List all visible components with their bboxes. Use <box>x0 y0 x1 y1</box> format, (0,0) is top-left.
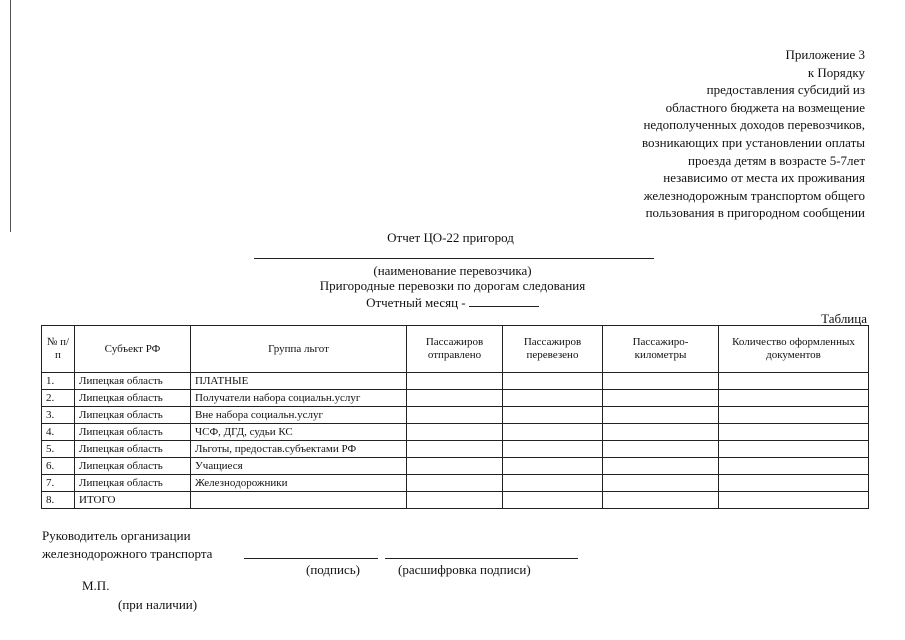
row-number: 5. <box>42 441 75 458</box>
cell-empty <box>719 441 869 458</box>
row-benefit-group: Учащиеся <box>191 458 407 475</box>
cell-empty <box>407 407 503 424</box>
row-number: 6. <box>42 458 75 475</box>
table-row <box>42 424 869 441</box>
cell-empty <box>719 475 869 492</box>
table-row <box>42 373 869 390</box>
row-number: 8. <box>42 492 75 509</box>
header-cell: Субъект РФ <box>75 326 191 373</box>
row-benefit-group: ПЛАТНЫЕ <box>191 373 407 390</box>
row-region: Липецкая область <box>75 441 191 458</box>
row-benefit-group: Железнодорожники <box>191 475 407 492</box>
header-cell: Группа льгот <box>191 326 407 373</box>
cell-empty <box>503 373 603 390</box>
header-cell: Пассажиров отправлено <box>407 326 503 373</box>
table-header-row <box>42 326 869 373</box>
cell-empty <box>503 475 603 492</box>
cell-empty <box>407 390 503 407</box>
cell-empty <box>407 458 503 475</box>
appendix-line: проезда детям в возрасте 5-7лет <box>687 152 865 168</box>
reporting-month <box>0 295 905 311</box>
cell-empty <box>603 373 719 390</box>
table-row <box>42 441 869 458</box>
cell-empty <box>407 475 503 492</box>
row-benefit-group <box>191 492 407 509</box>
signature-block <box>42 527 212 562</box>
row-number: 3. <box>42 407 75 424</box>
row-number: 7. <box>42 475 75 492</box>
row-benefit-group: ЧСФ, ДГД, судьи КС <box>191 424 407 441</box>
signature-decode-caption: (расшифровка подписи) <box>398 562 531 577</box>
stamp-note: (при наличии) <box>118 597 198 612</box>
cell-empty <box>603 458 719 475</box>
signature-title-line1: Руководитель организации <box>42 528 191 543</box>
signature-decode-blank <box>385 558 578 559</box>
signature-blank <box>244 558 378 559</box>
reporting-month-blank <box>469 295 539 307</box>
table-row <box>42 407 869 424</box>
left-margin-rule <box>10 0 11 232</box>
row-region: Липецкая область <box>75 373 191 390</box>
cell-empty <box>503 424 603 441</box>
appendix-line: областного бюджета на возмещение <box>665 99 865 115</box>
report-table <box>41 325 869 509</box>
header-cell: № п/п <box>42 326 75 373</box>
row-number: 2. <box>42 390 75 407</box>
cell-empty <box>503 458 603 475</box>
report-title: Отчет ЦО-22 пригород <box>387 230 514 245</box>
table-row <box>42 390 869 407</box>
signature-title-line2: железнодорожного транспорта <box>42 545 213 561</box>
cell-empty <box>719 492 869 509</box>
cell-empty <box>603 407 719 424</box>
appendix-line: пользования в пригородном сообщении <box>645 205 865 221</box>
cell-empty <box>407 492 503 509</box>
appendix-line: к Порядку <box>807 64 865 80</box>
cell-empty <box>719 390 869 407</box>
cell-empty <box>407 373 503 390</box>
appendix-line: недополученных доходов перевозчиков, <box>643 117 865 133</box>
appendix-line: возникающих при установлении оплаты <box>641 134 865 150</box>
appendix-line: предоставления субсидий из <box>706 82 865 98</box>
table-row <box>42 475 869 492</box>
appendix-line: Приложение 3 <box>785 47 865 62</box>
cell-empty <box>603 390 719 407</box>
row-region: Липецкая область <box>75 407 191 424</box>
cell-empty <box>719 407 869 424</box>
cell-empty <box>407 441 503 458</box>
cell-empty <box>603 441 719 458</box>
row-region: Липецкая область <box>75 390 191 407</box>
row-total-label: ИТОГО <box>75 492 191 509</box>
row-benefit-group: Льготы, предостав.субъектами РФ <box>191 441 407 458</box>
carrier-caption: (наименование перевозчика) <box>373 263 532 278</box>
row-number: 1. <box>42 373 75 390</box>
table-row <box>42 458 869 475</box>
table-row-total <box>42 492 869 509</box>
cell-empty <box>719 458 869 475</box>
cell-empty <box>603 492 719 509</box>
row-region: Липецкая область <box>75 424 191 441</box>
cell-empty <box>719 424 869 441</box>
stamp-label: М.П. <box>82 578 110 593</box>
transport-type: Пригородные перевозки по дорогам следования <box>319 278 586 293</box>
row-benefit-group: Вне набора социальн.услуг <box>191 407 407 424</box>
carrier-name-blank <box>254 258 654 259</box>
cell-empty <box>503 441 603 458</box>
cell-empty <box>503 492 603 509</box>
cell-empty <box>719 373 869 390</box>
row-benefit-group: Получатели набора социальн.услуг <box>191 390 407 407</box>
row-region: Липецкая область <box>75 458 191 475</box>
appendix-header <box>575 46 865 222</box>
reporting-month-label: Отчетный месяц - <box>366 295 469 310</box>
row-number: 4. <box>42 424 75 441</box>
table-label: Таблица <box>821 311 867 326</box>
cell-empty <box>603 424 719 441</box>
header-cell: Количество оформленных документов <box>719 326 869 373</box>
cell-empty <box>603 475 719 492</box>
signature-caption: (подпись) <box>306 562 360 577</box>
appendix-line: независимо от места их проживания <box>663 170 865 186</box>
cell-empty <box>503 390 603 407</box>
header-cell: Пассажиро-километры <box>603 326 719 373</box>
cell-empty <box>503 407 603 424</box>
row-region: Липецкая область <box>75 475 191 492</box>
cell-empty <box>407 424 503 441</box>
header-cell: Пассажиров перевезено <box>503 326 603 373</box>
appendix-line: железнодорожным транспортом общего <box>643 187 865 203</box>
